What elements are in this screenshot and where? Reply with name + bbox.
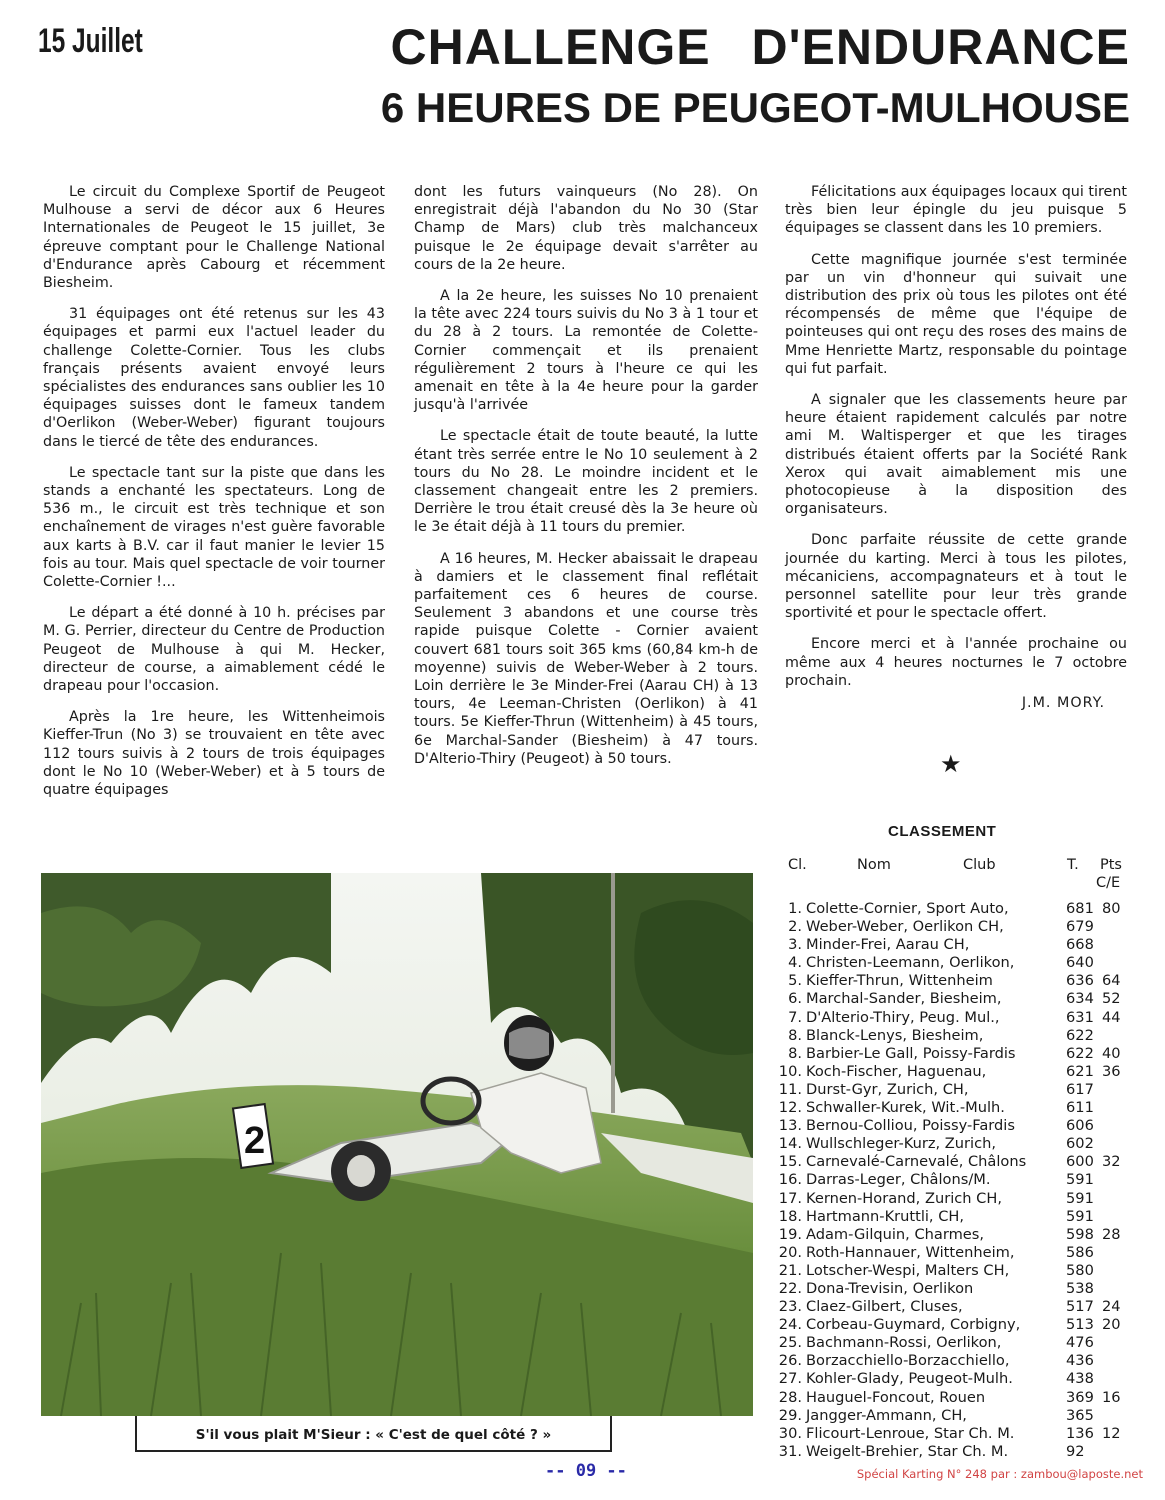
tours-cell: 517 [1066,1298,1094,1316]
table-row [770,1081,1140,1099]
paragraph: dont les futurs vainqueurs (No 28). On enregistrait déjà l'abandon du No 30 (Star Champ de Mars) club très malchanceux puisque le 2e équipage devait s'arrêter au cours de la 2e heure. [414,184,758,273]
paragraph: Le spectacle tant sur la piste que dans les stands a enchanté les spectateurs. Long de 536 m., le circuit est très technique et son enchaînement de virages n'est guère favorable aux karts à B.V. car il faut manier le levier 15 fois au tour. Mais quel spectacle de voir tourner Colette-Cornier !... [43,464,385,591]
name-club-cell: Barbier-Le Gall, Poissy-Fardis [806,1044,1016,1062]
tours-cell: 369 [1066,1388,1094,1406]
paragraph: 31 équipages ont été retenus sur les 43 équipages et parmi eux l'actuel leader du challenge Colette-Cornier. Tous les clubs français présents avaient envoyé leurs spécialistes des endurances sans oublier les 10 équipages suisses dont le fameux tandem d'Oerlikon (Weber-Weber) figurant toujours dans le tiercé de tête des endurances. [43,306,385,450]
name-club-cell: Hartmann-Kruttli, CH, [806,1207,965,1225]
rank-cell: 31. [778,1442,802,1460]
name-club-cell: Lotscher-Wespi, Malters CH, [806,1261,1010,1279]
tours-cell: 476 [1066,1334,1094,1352]
points-cell: 52 [1102,990,1121,1008]
article-column-3 [785,183,1127,712]
name-club-cell: Marchal-Sander, Biesheim, [806,990,1002,1008]
rank-cell: 13. [778,1117,802,1135]
paragraph: A signaler que les classements heure par heure étaient rapidement calculés par notre ami M. Waltisperger et que les tirages distribués étaient offerts par la Société Rank Xerox qui avait aimablement mis une photocopieuse à la disposition des organisateurs. [785,392,1127,518]
name-club-cell: Kieffer-Thrun, Wittenheim [806,972,993,990]
table-row [770,1045,1140,1063]
rank-cell: 23. [778,1298,802,1316]
name-club-cell: Kohler-Glady, Peugeot-Mulh. [806,1370,1013,1388]
paragraph: Encore merci et à l'année prochaine ou même aux 4 heures nocturnes le 7 octobre prochain. [785,636,1127,689]
name-club-cell: Flicourt-Lenroue, Star Ch. M. [806,1424,1015,1442]
paragraph: Félicitations aux équipages locaux qui tirent très bien leur épingle du jeu puisque 5 équipages se classent dans les 10 premiers. [785,184,1127,237]
table-row [770,1244,1140,1262]
rank-cell: 5. [788,972,802,990]
tours-cell: 634 [1066,990,1094,1008]
rank-cell: 2. [788,918,802,936]
name-club-cell: Corbeau-Guymard, Corbigny, [806,1316,1021,1334]
paragraph: Après la 1re heure, les Wittenheimois Kieffer-Trun (No 3) se trouvaient en tête avec 112 tours suivis à 2 tours de trois équipages dont le No 10 (Weber-Weber) et à 5 tours de quatre équipages [43,709,385,799]
rank-cell: 25. [778,1334,802,1352]
rank-cell: 28. [778,1388,802,1406]
table-row [770,1009,1140,1027]
tours-cell: 679 [1066,918,1094,936]
rank-cell: 29. [778,1406,802,1424]
rank-cell: 14. [778,1135,802,1153]
table-row [770,954,1140,972]
name-club-cell: Dona-Trevisin, Oerlikon [806,1279,974,1297]
tours-cell: 591 [1066,1189,1094,1207]
rank-cell: 15. [778,1153,802,1171]
author-signature: J.M. MORY. [1021,695,1105,712]
tours-cell: 591 [1066,1207,1094,1225]
rank-cell: 21. [778,1261,802,1279]
table-row [770,972,1140,990]
table-row [770,1190,1140,1208]
page-number: -- 09 -- [545,1461,627,1481]
points-cell: 36 [1102,1062,1121,1080]
page-title: CHALLENGE D'ENDURANCE [390,19,1130,75]
classement-table [770,900,1140,1461]
article-column-1 [43,183,385,812]
points-cell: 32 [1102,1153,1121,1171]
name-club-cell: D'Alterio-Thiry, Peug. Mul., [806,1008,1000,1026]
table-row [770,1117,1140,1135]
tours-cell: 621 [1066,1062,1094,1080]
table-row [770,918,1140,936]
tours-cell: 591 [1066,1171,1094,1189]
tours-cell: 668 [1066,936,1094,954]
tours-cell: 538 [1066,1279,1094,1297]
rank-cell: 6. [788,990,802,1008]
tours-cell: 631 [1066,1008,1094,1026]
tours-cell: 602 [1066,1135,1094,1153]
name-club-cell: Weigelt-Brehier, Star Ch. M. [806,1442,1009,1460]
paragraph: Le circuit du Complexe Sportif de Peugeot Mulhouse a servi de décor aux 6 Heures Internationales de Peugeot le 15 juillet, 3e épreuve comptant pour le Challenge National d'Endurance après Cabourg et récemment Biesheim. [43,184,385,292]
rank-cell: 26. [778,1352,802,1370]
table-row [770,1135,1140,1153]
tours-cell: 622 [1066,1026,1094,1044]
name-club-cell: Christen-Leemann, Oerlikon, [806,954,1015,972]
rank-cell: 1. [788,900,802,917]
tours-cell: 640 [1066,954,1094,972]
tours-cell: 611 [1066,1099,1094,1117]
table-row [770,1226,1140,1244]
name-club-cell: Kernen-Horand, Zurich CH, [806,1189,1002,1207]
tours-cell: 681 [1066,900,1094,917]
header-rank: Cl. [788,857,807,873]
header-pts-ce: C/E [1096,875,1121,891]
points-cell: 80 [1102,900,1121,917]
tours-cell: 365 [1066,1406,1094,1424]
rank-cell: 11. [778,1080,802,1098]
points-cell: 12 [1102,1424,1121,1442]
table-row [770,1063,1140,1081]
table-row [770,1370,1140,1388]
paragraph: A 16 heures, M. Hecker abaissait le drapeau à damiers et le classement final reflétait parfaitement ces 6 heures de course. Seulement 3 abandons et une course très rapide puisque Colette - Cornier avaient couvert 681 tours soit 365 kms (60,84 km-h de moyenne) suivis de Weber-Weber à 2 tours. Loin derrière le 3e Minder-Frei (Aarau CH) à 13 tours, 4e Leeman-Christen (Oerlikon) à 41 tours. 5e Kieffer-Thrun (Wittenheim) à 45 tours, 6e Marchal-Sander (Biesheim) à 47 tours. D'Alterio-Thiry (Peugeot) à 50 tours. [414,550,758,767]
name-club-cell: Bachmann-Rossi, Oerlikon, [806,1334,1002,1352]
tours-cell: 513 [1066,1316,1094,1334]
star-icon: ★ [940,751,962,778]
table-row [770,1443,1140,1461]
classement-title: CLASSEMENT [888,823,997,840]
name-club-cell: Koch-Fischer, Haguenau, [806,1062,987,1080]
points-cell: 28 [1102,1225,1121,1243]
points-cell: 64 [1102,972,1121,990]
table-row [770,1099,1140,1117]
name-club-cell: Borzacchiello-Borzacchiello, [806,1352,1010,1370]
rank-cell: 18. [778,1207,802,1225]
name-club-cell: Jangger-Ammann, CH, [806,1406,967,1424]
table-row [770,1352,1140,1370]
rank-cell: 17. [778,1189,802,1207]
kart-number: 2 [244,1120,266,1162]
rank-cell: 4. [788,954,802,972]
kart-photo [41,873,753,1416]
issue-date: 15 Juillet [38,22,143,60]
article-column-2 [414,183,758,781]
name-club-cell: Colette-Cornier, Sport Auto, [806,900,1009,917]
paragraph: A la 2e heure, les suisses No 10 prenaient la tête avec 224 tours suivis du No 3 à 1 tour et du 28 à 2 tours. La remontée de Colette-Cornier commençait et ils prenaient régulièrement 2 tours à l'heure ce qui les amenait en tête à la 4e heure pour la garder jusqu'à l'arrivée [414,288,758,414]
photo-caption: S'il vous plait M'Sieur : « C'est de quel côté ? » [135,1416,612,1452]
name-club-cell: Carnevalé-Carnevalé, Châlons [806,1153,1027,1171]
table-row [770,1425,1140,1443]
tours-cell: 586 [1066,1243,1094,1261]
tours-cell: 606 [1066,1117,1094,1135]
table-row [770,1407,1140,1425]
table-row [770,1262,1140,1280]
points-cell: 24 [1102,1298,1121,1316]
name-club-cell: Hauguel-Foncout, Rouen [806,1388,986,1406]
points-cell: 40 [1102,1044,1121,1062]
table-row [770,1208,1140,1226]
table-row [770,990,1140,1008]
name-club-cell: Darras-Leger, Châlons/M. [806,1171,991,1189]
table-row [770,1334,1140,1352]
name-club-cell: Adam-Gilquin, Charmes, [806,1225,985,1243]
table-row [770,1389,1140,1407]
paragraph: Cette magnifique journée s'est terminée par un vin d'honneur qui suivait une distribution des prix où tous les pilotes ont été récompensés de même que l'équipe de pointeuses qui ont reçu des roses des mains de Mme Henriette Martz, responsable du pointage qui fut parfait. [785,251,1127,377]
table-row [770,1153,1140,1171]
table-row [770,900,1140,918]
header-club: Club [963,857,996,873]
header-pts: Pts [1100,857,1122,873]
table-row [770,1316,1140,1334]
rank-cell: 7. [788,1008,802,1026]
rank-cell: 30. [778,1424,802,1442]
tours-cell: 636 [1066,972,1094,990]
page-subtitle: 6 HEURES DE PEUGEOT-MULHOUSE [380,84,1130,131]
tours-cell: 617 [1066,1080,1094,1098]
tours-cell: 600 [1066,1153,1094,1171]
credit-line: Spécial Karting N° 248 par : zambou@laposte.net [856,1467,1143,1481]
tours-cell: 598 [1066,1225,1094,1243]
points-cell: 20 [1102,1316,1121,1334]
header-tours: T. [1067,857,1079,873]
name-club-cell: Roth-Hannauer, Wittenheim, [806,1243,1015,1261]
name-club-cell: Durst-Gyr, Zurich, CH, [806,1080,969,1098]
rank-cell: 19. [778,1225,802,1243]
tours-cell: 136 [1066,1424,1094,1442]
name-club-cell: Bernou-Colliou, Poissy-Fardis [806,1117,1015,1135]
tours-cell: 438 [1066,1370,1094,1388]
rank-cell: 3. [788,936,802,954]
rank-cell: 20. [778,1243,802,1261]
table-row [770,1280,1140,1298]
paragraph: Donc parfaite réussite de cette grande journée du karting. Merci à tous les pilotes, mécaniciens, accompagnateurs et à tout le personnel satellite pour leur très grande sportivité et pour le spectacle offert. [785,532,1127,622]
rank-cell: 10. [778,1062,802,1080]
rank-cell: 27. [778,1370,802,1388]
name-club-cell: Blanck-Lenys, Biesheim, [806,1026,984,1044]
table-row [770,1298,1140,1316]
rank-cell: 16. [778,1171,802,1189]
rank-cell: 22. [778,1279,802,1297]
paragraph: Le départ a été donné à 10 h. précises par M. G. Perrier, directeur du Centre de Production Peugeot de Mulhouse à qui M. Hecker, directeur de course, a aimablement cédé le drapeau pour l'occasion. [43,605,385,695]
rank-cell: 12. [778,1099,802,1117]
tours-cell: 622 [1066,1044,1094,1062]
tours-cell: 436 [1066,1352,1094,1370]
table-row [770,1171,1140,1189]
kart-photo-illustration [41,873,753,1416]
tours-cell: 580 [1066,1261,1094,1279]
name-club-cell: Minder-Frei, Aarau CH, [806,936,970,954]
points-cell: 16 [1102,1388,1121,1406]
name-club-cell: Wullschleger-Kurz, Zurich, [806,1135,996,1153]
rank-cell: 8. [788,1026,802,1044]
rank-cell: 24. [778,1316,802,1334]
points-cell: 44 [1102,1008,1121,1026]
table-row [770,1027,1140,1045]
tours-cell: 92 [1066,1442,1085,1460]
rank-cell: 8. [788,1044,802,1062]
table-row [770,936,1140,954]
name-club-cell: Schwaller-Kurek, Wit.-Mulh. [806,1099,1005,1117]
name-club-cell: Claez-Gilbert, Cluses, [806,1298,963,1316]
paragraph: Le spectacle était de toute beauté, la lutte étant très serrée entre le No 10 seulement à 2 tours du No 28. Le moindre incident et le classement changeait entre les 2 premiers. Derrière le trou était creusé dès la 3e heure où le 3e était déjà à 11 tours du premier. [414,428,758,536]
name-club-cell: Weber-Weber, Oerlikon CH, [806,918,1004,936]
header-name: Nom [857,857,891,873]
